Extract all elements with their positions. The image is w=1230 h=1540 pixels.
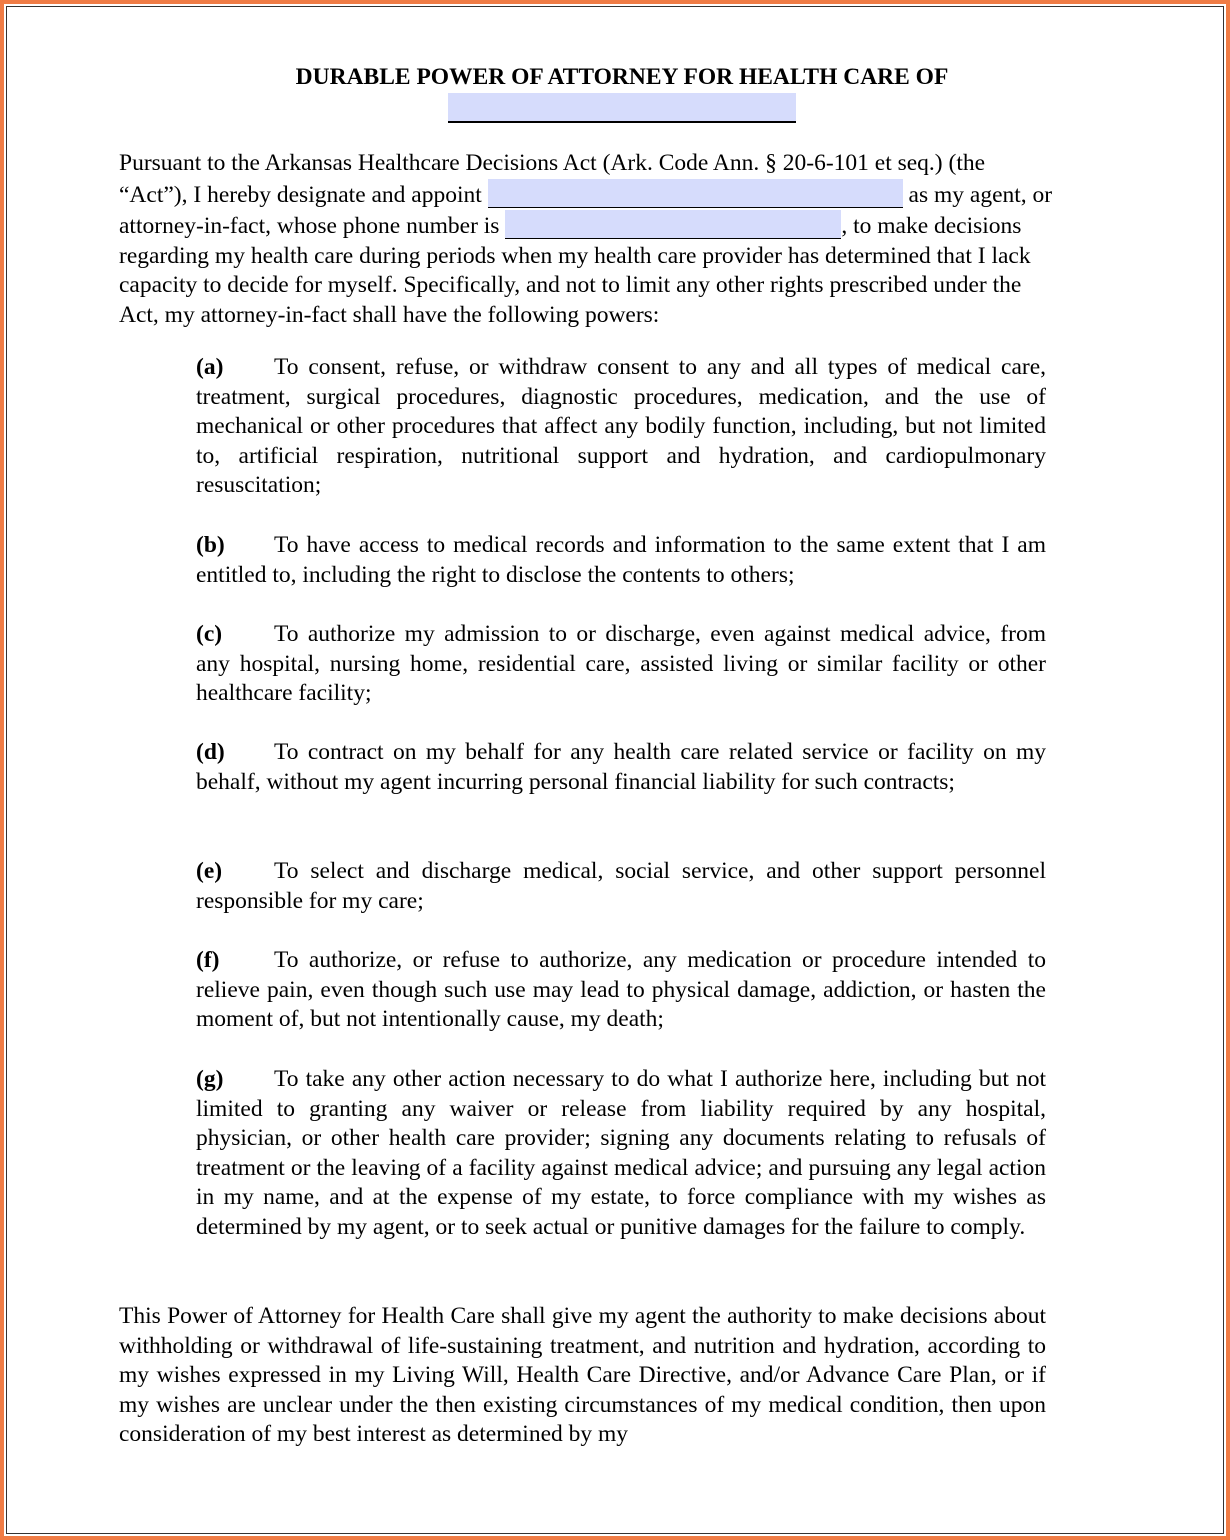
power-item-f [196,946,1046,1035]
intro-line: as my agent, or [902,181,1053,208]
principal-name-field[interactable] [448,93,796,123]
document-title: DURABLE POWER OF ATTORNEY FOR HEALTH CARE OF [295,64,949,90]
power-item-d [196,738,1046,797]
item-label: (g) [196,1066,224,1092]
power-item-c [196,620,1046,709]
intro-line: “Act”), I hereby designate and appoint [119,181,488,208]
item-label: (f) [196,947,220,973]
item-text: To contract on my behalf for any health care related service or facility on my behalf, without my agent incurring personal financial liability for such contracts; [196,739,1046,795]
intro-line: regarding my health care during periods when my health care provider has determined that I lack [119,242,1031,269]
power-item-b [196,531,1046,590]
item-text: To select and discharge medical, social service, and other support personnel responsible for my care; [196,858,1046,914]
power-item-e [196,857,1046,916]
item-label: (b) [196,532,225,558]
item-text: To authorize my admission to or discharge, even against medical advice, from any hospital, nursing home, residential care, assisted living or similar facility or other healthcare facility; [196,621,1046,707]
item-text: To take any other action necessary to do what I authorize here, including but not limited to granting any waiver or release from liability required by any hospital, physician, or other health care provider; signing any documents relating to refusals of treatment or the leaving of a facility against medical advice; and pursuing any legal action in my name, and at the expense of my estate, to force compliance with my wishes as determined by my agent, or to seek actual or punitive damages for the failure to comply. [196,1066,1046,1240]
agent-phone-field[interactable] [505,210,841,239]
intro-line: , to make decisions [841,213,1022,240]
item-label: (e) [196,858,223,884]
item-label: (a) [196,354,224,380]
closing-paragraph: This Power of Attorney for Health Care shall give my agent the authority to make decisions about withholding or withdrawal of life-sustaining treatment, and nutrition and hydration, according to my wishes expressed in my Living Will, Health Care Directive, and/or Advance Care Plan, or if my wishes are unclear under the then existing circumstances of my medical condition, then upon consideration of my best interest as determined by my [119,1303,1046,1448]
intro-line: Pursuant to the Arkansas Healthcare Decisions Act (Ark. Code Ann. § 20-6-101 et seq.) (the [119,150,986,176]
intro-line: Act, my attorney-in-fact shall have the following powers: [119,301,660,328]
item-text: To consent, refuse, or withdraw consent to any and all types of medical care, treatment, surgical procedures, diagnostic procedures, medication, and the use of mechanical or other procedures that affect any bodily function, including, but not limited to, artificial respiration, nutritional support and hydration, and cardiopulmonary resuscitation; [196,354,1046,499]
item-text: To authorize, or refuse to authorize, any medication or procedure intended to relieve pain, even though such use may lead to physical damage, addiction, or hasten the moment of, but not intentionally cause, my death; [196,947,1046,1033]
item-label: (d) [196,739,225,765]
intro-paragraph [119,149,1129,331]
power-item-g [196,1065,1046,1243]
item-text: To have access to medical records and information to the same extent that I am entitled to, including the right to disclose the contents to others; [196,532,1046,588]
power-item-a [196,353,1046,501]
intro-line: attorney-in-fact, whose phone number is [119,213,506,240]
agent-name-field[interactable] [488,179,903,208]
intro-line: capacity to decide for myself. Specifically, and not to limit any other rights prescribed under the [119,272,1022,299]
item-label: (c) [196,621,223,647]
